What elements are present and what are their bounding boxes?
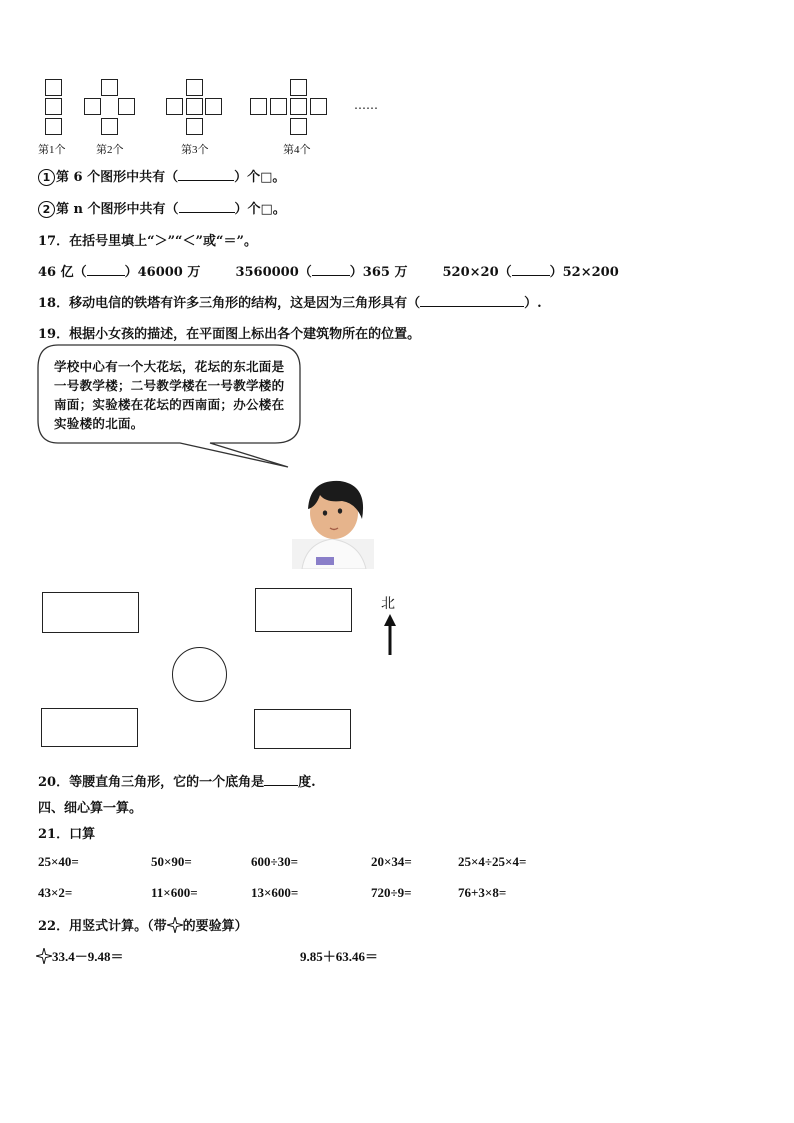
vertical-calc-item-1: 33.4－9.48＝ [36, 946, 124, 965]
square-cell [166, 98, 183, 115]
answer-blank[interactable] [87, 275, 125, 276]
oral-calc-item: 50×90= [151, 854, 192, 869]
square-cell [250, 98, 267, 115]
square-cell [290, 98, 307, 115]
oral-calc-item: 600÷30= [251, 854, 299, 869]
answer-blank[interactable] [420, 306, 524, 307]
square-cell [118, 98, 135, 115]
q16-sub2: 2 第 n 个图形中共有（ ）个□。 [38, 198, 286, 218]
square-cell [205, 98, 222, 115]
answer-blank[interactable] [512, 275, 550, 276]
oral-calc-item: 76+3×8= [458, 885, 507, 900]
flower-bed-circle[interactable] [172, 647, 227, 702]
square-cell [101, 118, 118, 135]
four-point-star-icon [167, 917, 183, 933]
square-cell [186, 118, 203, 135]
circled-number: 1 [38, 169, 55, 186]
map-building-southwest[interactable] [41, 708, 138, 747]
square-cell [310, 98, 327, 115]
q17-title: 17．在括号里填上“＞”“＜”或“＝”。 [38, 234, 257, 249]
answer-blank[interactable] [312, 275, 350, 276]
square-cell [45, 98, 62, 115]
q21-title: 21．口算 [38, 827, 96, 842]
map-building-northwest[interactable] [42, 592, 139, 633]
north-label: 北 [381, 596, 395, 612]
figure-label-3: 第3个 [181, 144, 209, 156]
square-cell [290, 118, 307, 135]
vertical-calc-item-2: 9.85＋63.46＝ [300, 949, 379, 964]
map-building-southeast[interactable] [254, 709, 351, 749]
four-point-star-icon [36, 948, 52, 964]
answer-blank[interactable] [264, 785, 298, 786]
square-cell [186, 98, 203, 115]
q22-title: 22．用竖式计算。（带 的要验算） [38, 919, 248, 934]
oral-calc-item: 25×40= [38, 854, 79, 869]
figure-label-4: 第4个 [283, 144, 311, 156]
figure-label-1: 第1个 [38, 144, 66, 156]
square-cell [186, 79, 203, 96]
pattern-ellipsis: …… [354, 98, 378, 112]
oral-calc-item: 20×34= [371, 854, 412, 869]
oral-calc-item: 720÷9= [371, 885, 412, 900]
square-cell [101, 79, 118, 96]
answer-blank[interactable] [179, 212, 235, 213]
square-cell [45, 118, 62, 135]
answer-blank[interactable] [178, 180, 234, 181]
oral-calc-item: 43×2= [38, 885, 73, 900]
square-cell [290, 79, 307, 96]
oral-calc-item: 13×600= [251, 885, 299, 900]
girl-photo [292, 473, 374, 569]
square-cell [45, 79, 62, 96]
square-cell [84, 98, 101, 115]
figure-label-2: 第2个 [96, 144, 124, 156]
oral-calc-item: 25×4÷25×4= [458, 854, 527, 869]
circled-number: 2 [38, 201, 55, 218]
north-arrow-icon [382, 614, 398, 656]
q17-items: 46 亿（ ）46000 万 3560000（ ）365 万 520×20（ ）52×200 [38, 265, 619, 280]
oral-calc-item: 11×600= [151, 885, 198, 900]
section-4-title: 四、细心算一算。 [38, 801, 143, 816]
q19-title: 19．根据小女孩的描述，在平面图上标出各个建筑物所在的位置。 [38, 327, 421, 342]
q20-question: 20．等腰直角三角形，它的一个底角是 度. [38, 775, 316, 790]
q18-question: 18．移动电信的铁塔有许多三角形的结构，这是因为三角形具有（ ）. [38, 296, 542, 311]
bubble-text: 学校中心有一个大花坛，花坛的东北面是一号教学楼；二号教学楼在一号教学楼的南面；实验楼在花坛的西南面；办公楼在实验楼的北面。 [54, 359, 285, 431]
square-cell [270, 98, 287, 115]
map-building-northeast[interactable] [255, 588, 352, 632]
q16-sub1: 1 第 6 个图形中共有（ ）个□。 [38, 166, 285, 186]
